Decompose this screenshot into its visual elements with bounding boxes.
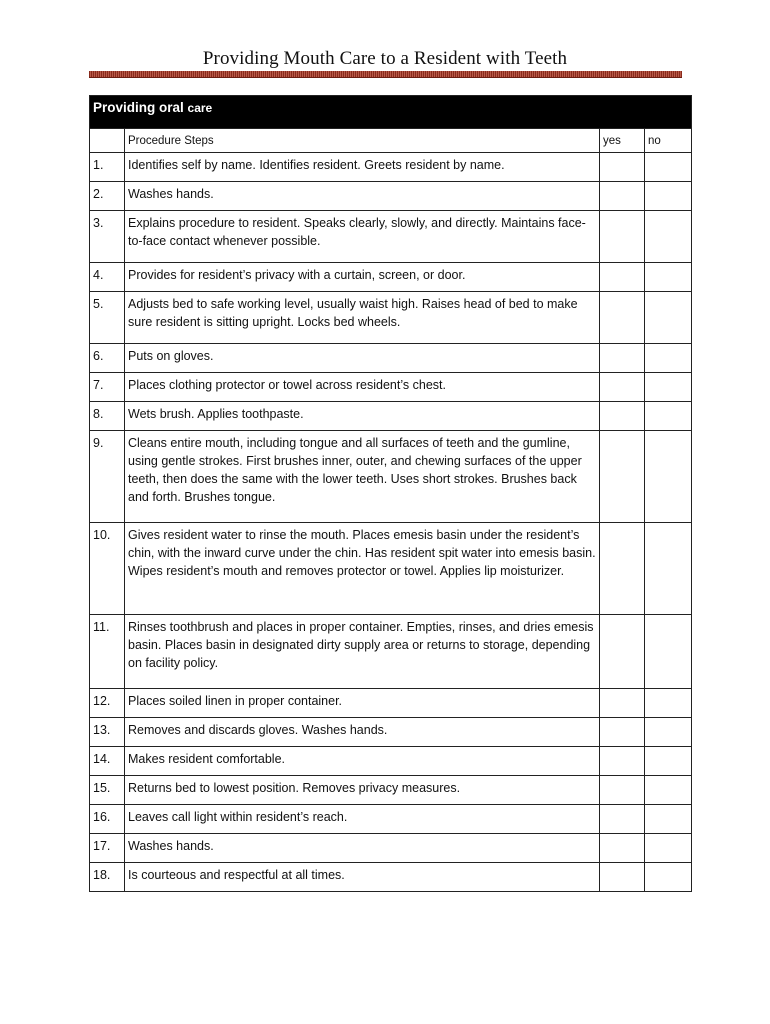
step-description: Washes hands.	[125, 182, 600, 211]
title-divider-line	[89, 77, 682, 78]
step-description: Places clothing protector or towel across resident’s chest.	[125, 373, 600, 402]
yes-checkbox-cell[interactable]	[600, 805, 645, 834]
table-row	[90, 263, 692, 292]
table-row	[90, 834, 692, 863]
step-number: 4.	[90, 263, 125, 292]
step-number: 2.	[90, 182, 125, 211]
yes-checkbox-cell[interactable]	[600, 431, 645, 523]
step-number: 7.	[90, 373, 125, 402]
step-description: Wets brush. Applies toothpaste.	[125, 402, 600, 431]
table-row	[90, 615, 692, 689]
no-checkbox-cell[interactable]	[645, 292, 692, 344]
table-row	[90, 292, 692, 344]
yes-checkbox-cell[interactable]	[600, 863, 645, 892]
step-description: Leaves call light within resident’s reach.	[125, 805, 600, 834]
step-number: 5.	[90, 292, 125, 344]
yes-checkbox-cell[interactable]	[600, 776, 645, 805]
column-header-number	[90, 129, 125, 153]
no-checkbox-cell[interactable]	[645, 402, 692, 431]
column-header-yes: yes	[600, 129, 645, 153]
yes-checkbox-cell[interactable]	[600, 211, 645, 263]
step-description: Washes hands.	[125, 834, 600, 863]
no-checkbox-cell[interactable]	[645, 863, 692, 892]
yes-checkbox-cell[interactable]	[600, 402, 645, 431]
step-number: 10.	[90, 523, 125, 615]
yes-checkbox-cell[interactable]	[600, 292, 645, 344]
yes-checkbox-cell[interactable]	[600, 344, 645, 373]
step-number: 6.	[90, 344, 125, 373]
table-row	[90, 153, 692, 182]
step-number: 8.	[90, 402, 125, 431]
step-description: Places soiled linen in proper container.	[125, 689, 600, 718]
no-checkbox-cell[interactable]	[645, 689, 692, 718]
table-header-title-small: care	[187, 101, 213, 115]
column-header-row	[90, 129, 692, 153]
yes-checkbox-cell[interactable]	[600, 373, 645, 402]
procedure-checklist-table	[89, 95, 692, 892]
table-row	[90, 523, 692, 615]
no-checkbox-cell[interactable]	[645, 373, 692, 402]
no-checkbox-cell[interactable]	[645, 718, 692, 747]
table-row	[90, 689, 692, 718]
step-number: 3.	[90, 211, 125, 263]
no-checkbox-cell[interactable]	[645, 747, 692, 776]
document-title: Providing Mouth Care to a Resident with Teeth	[202, 48, 568, 69]
step-description: Rinses toothbrush and places in proper container. Empties, rinses, and dries emesis basin. Places basin in designated dirty supply area or returns to storage, depending on facility policy.	[125, 615, 600, 689]
table-row	[90, 747, 692, 776]
table-row	[90, 805, 692, 834]
table-row	[90, 182, 692, 211]
yes-checkbox-cell[interactable]	[600, 153, 645, 182]
no-checkbox-cell[interactable]	[645, 834, 692, 863]
step-description: Makes resident comfortable.	[125, 747, 600, 776]
step-description: Cleans entire mouth, including tongue and all surfaces of teeth and the gumline, using gentle strokes. First brushes inner, outer, and chewing surfaces of the upper teeth, then does the same with the lower teeth. Uses short strokes. Brushes back and forth. Brushes tongue.	[125, 431, 600, 523]
step-number: 16.	[90, 805, 125, 834]
step-number: 13.	[90, 718, 125, 747]
step-number: 15.	[90, 776, 125, 805]
step-number: 11.	[90, 615, 125, 689]
step-description: Explains procedure to resident. Speaks clearly, slowly, and directly. Maintains face-to-face contact whenever possible.	[125, 211, 600, 263]
no-checkbox-cell[interactable]	[645, 182, 692, 211]
table-row	[90, 344, 692, 373]
column-header-no: no	[645, 129, 692, 153]
step-description: Gives resident water to rinse the mouth. Places emesis basin under the resident’s chin, with the inward curve under the chin. Has resident spit water into emesis basin. Wipes resident’s mouth and removes protector or towel. Applies lip moisturizer.	[125, 523, 600, 615]
table-header-row	[90, 96, 692, 129]
step-description: Is courteous and respectful at all times.	[125, 863, 600, 892]
column-header-step: Procedure Steps	[125, 129, 600, 153]
no-checkbox-cell[interactable]	[645, 523, 692, 615]
no-checkbox-cell[interactable]	[645, 263, 692, 292]
yes-checkbox-cell[interactable]	[600, 834, 645, 863]
step-number: 17.	[90, 834, 125, 863]
table-row	[90, 431, 692, 523]
table-header-cell	[90, 96, 692, 129]
step-number: 14.	[90, 747, 125, 776]
step-number: 18.	[90, 863, 125, 892]
step-number: 9.	[90, 431, 125, 523]
yes-checkbox-cell[interactable]	[600, 523, 645, 615]
step-number: 12.	[90, 689, 125, 718]
step-description: Puts on gloves.	[125, 344, 600, 373]
table-row	[90, 373, 692, 402]
table-row	[90, 211, 692, 263]
no-checkbox-cell[interactable]	[645, 344, 692, 373]
step-description: Identifies self by name. Identifies resident. Greets resident by name.	[125, 153, 600, 182]
yes-checkbox-cell[interactable]	[600, 182, 645, 211]
table-row	[90, 402, 692, 431]
no-checkbox-cell[interactable]	[645, 776, 692, 805]
step-description: Provides for resident’s privacy with a curtain, screen, or door.	[125, 263, 600, 292]
no-checkbox-cell[interactable]	[645, 615, 692, 689]
yes-checkbox-cell[interactable]	[600, 689, 645, 718]
no-checkbox-cell[interactable]	[645, 153, 692, 182]
step-description: Adjusts bed to safe working level, usually waist high. Raises head of bed to make sure resident is sitting upright. Locks bed wheels.	[125, 292, 600, 344]
no-checkbox-cell[interactable]	[645, 805, 692, 834]
table-row	[90, 718, 692, 747]
yes-checkbox-cell[interactable]	[600, 263, 645, 292]
table-header-title: Providing oral	[93, 100, 184, 115]
no-checkbox-cell[interactable]	[645, 431, 692, 523]
table-row	[90, 863, 692, 892]
step-description: Removes and discards gloves. Washes hands.	[125, 718, 600, 747]
step-description: Returns bed to lowest position. Removes privacy measures.	[125, 776, 600, 805]
step-number: 1.	[90, 153, 125, 182]
table-row	[90, 776, 692, 805]
yes-checkbox-cell[interactable]	[600, 747, 645, 776]
yes-checkbox-cell[interactable]	[600, 615, 645, 689]
no-checkbox-cell[interactable]	[645, 211, 692, 263]
yes-checkbox-cell[interactable]	[600, 718, 645, 747]
